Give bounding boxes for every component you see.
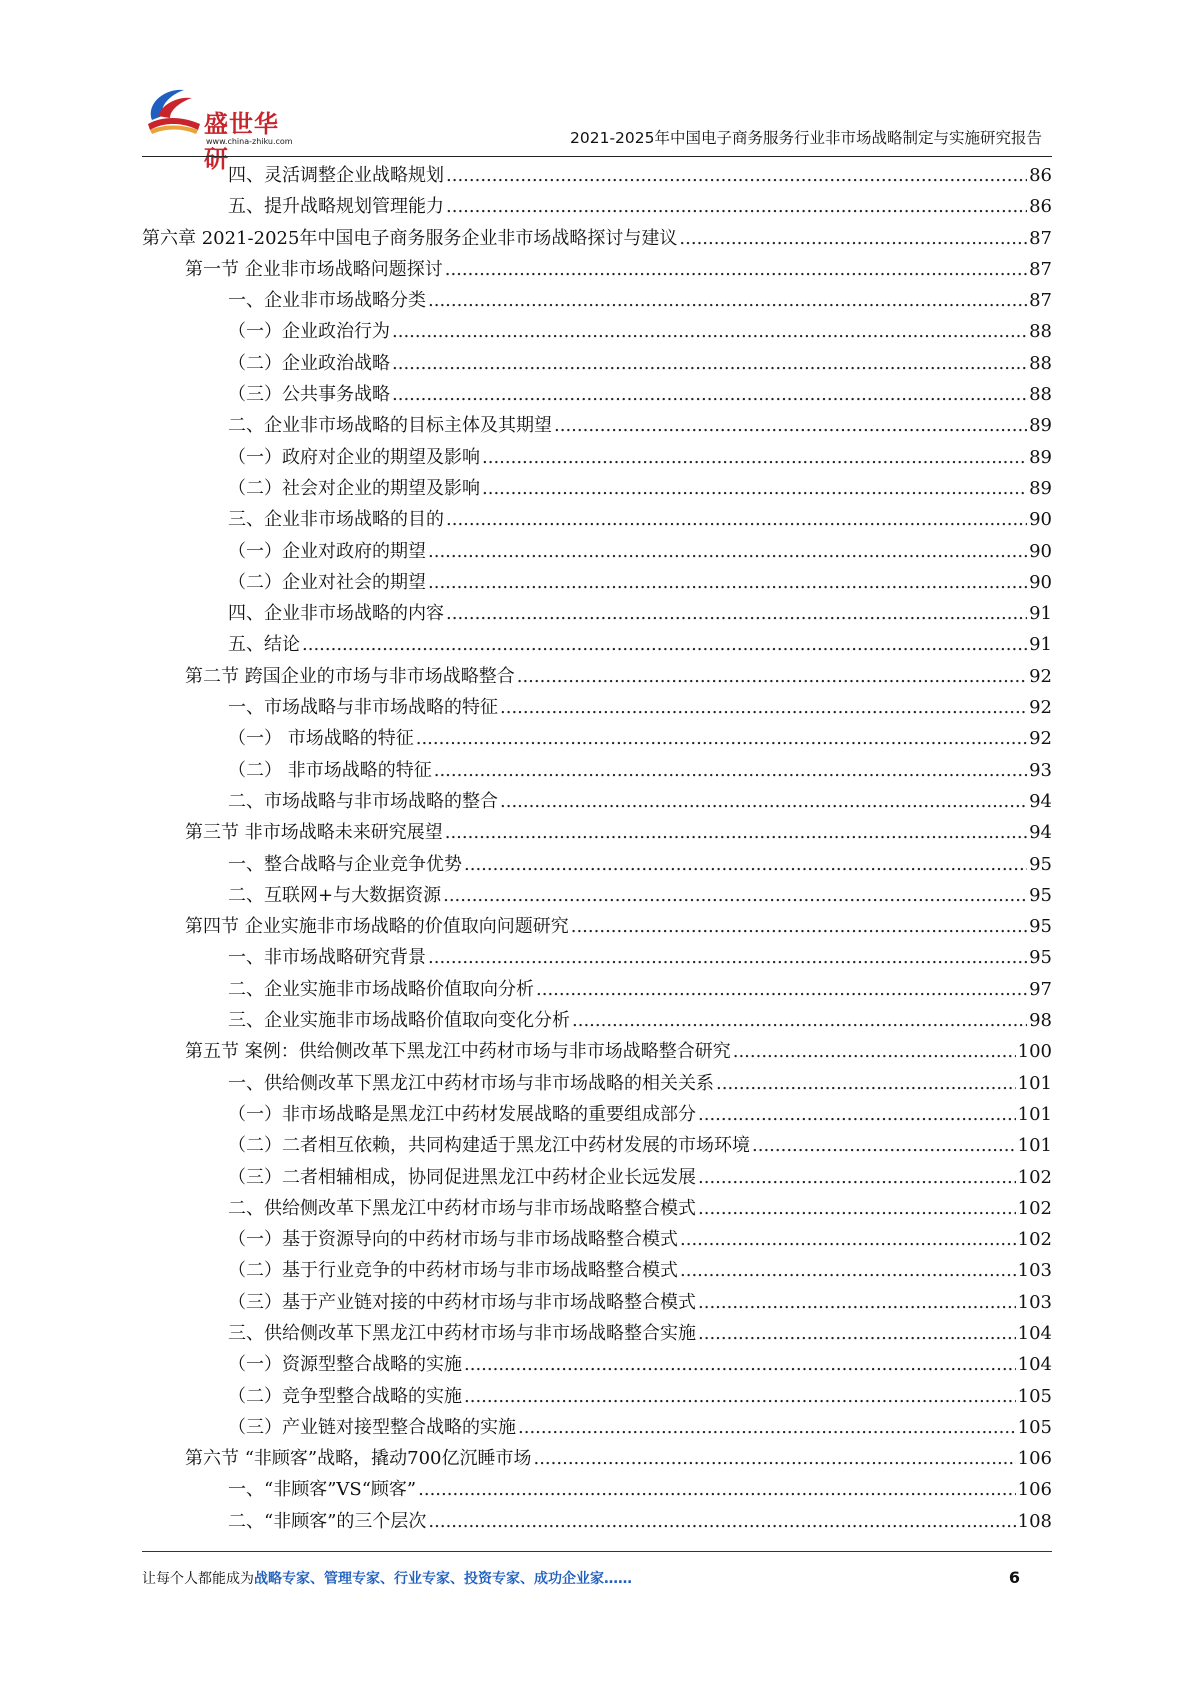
toc-entry-title: （三）公共事务战略 (228, 384, 390, 406)
toc-entry[interactable] (142, 1005, 1052, 1036)
toc-entry[interactable] (142, 942, 1052, 973)
toc-entry[interactable] (142, 1412, 1052, 1443)
toc-entry-title: （二）基于行业竞争的中药材市场与非市场战略整合模式 (228, 1260, 678, 1282)
toc-entry-title: 三、企业实施非市场战略价值取向变化分析 (228, 1010, 570, 1032)
toc-entry-title: （三）基于产业链对接的中药材市场与非市场战略整合模式 (228, 1291, 696, 1313)
toc-entry-title: 第四节 企业实施非市场战略的价值取向问题研究 (185, 916, 569, 938)
toc-dot-leader (733, 1036, 1016, 1067)
toc-dot-leader (680, 1255, 1016, 1286)
toc-dot-leader (392, 316, 1027, 347)
toc-entry-title: 第二节 跨国企业的市场与非市场战略整合 (185, 665, 515, 687)
toc-entry-title: 第六节 “非顾客”战略，撬动700亿沉睡市场 (185, 1448, 532, 1470)
toc-entry-page: 106 (1017, 1448, 1052, 1470)
toc-dot-leader (392, 348, 1027, 379)
toc-entry-page: 86 (1029, 165, 1052, 186)
toc-dot-leader (698, 1287, 1016, 1318)
toc-entry-page: 102 (1017, 1166, 1052, 1188)
toc-dot-leader (482, 473, 1027, 504)
toc-dot-leader (464, 1381, 1016, 1412)
toc-entry-page: 94 (1029, 790, 1052, 812)
toc-entry[interactable] (142, 692, 1052, 723)
toc-dot-leader (446, 598, 1027, 629)
logo-name: 盛世华研 (204, 110, 279, 173)
toc-entry[interactable] (142, 536, 1052, 567)
toc-entry-title: 二、互联网+与大数据资源 (228, 884, 442, 906)
toc-dot-leader (698, 1318, 1016, 1349)
toc-entry-title: （一）企业对政府的期望 (228, 540, 426, 562)
report-title: 2021-2025年中国电子商务服务行业非市场战略制定与实施研究报告 (570, 129, 1042, 147)
toc-entry[interactable] (142, 786, 1052, 817)
toc-entry-page: 90 (1029, 571, 1052, 593)
toc-entry-page: 90 (1029, 540, 1052, 562)
toc-dot-leader (698, 1193, 1016, 1224)
toc-entry-title: （一）非市场战略是黑龙江中药材发展战略的重要组成部分 (228, 1103, 696, 1125)
toc-entry-page: 88 (1029, 352, 1052, 374)
toc-dot-leader (446, 160, 1027, 191)
toc-entry-page: 95 (1029, 916, 1052, 938)
toc-entry[interactable] (142, 974, 1052, 1005)
toc-dot-leader (428, 567, 1027, 598)
toc-entry[interactable] (142, 598, 1052, 629)
toc-entry-title: 三、供给侧改革下黑龙江中药材市场与非市场战略整合实施 (228, 1322, 696, 1344)
toc-dot-leader (752, 1130, 1016, 1161)
toc-dot-leader (428, 942, 1027, 973)
toc-dot-leader (518, 1412, 1016, 1443)
toc-entry-page: 91 (1029, 603, 1052, 625)
toc-entry-title: 二、供给侧改革下黑龙江中药材市场与非市场战略整合模式 (228, 1197, 696, 1219)
toc-entry-title: 五、结论 (228, 634, 300, 656)
toc-entry[interactable] (142, 629, 1052, 660)
toc-entry-title: 一、整合战略与企业竞争优势 (228, 853, 462, 875)
footer-divider (142, 1551, 1052, 1552)
toc-entry-page: 95 (1029, 947, 1052, 969)
toc-entry[interactable] (142, 1443, 1052, 1474)
toc-dot-leader (445, 817, 1027, 848)
toc-entry-title: （一） 市场战略的特征 (228, 728, 414, 750)
toc-entry-title: 二、“非顾客”的三个层次 (228, 1510, 427, 1532)
toc-entry-page: 103 (1017, 1291, 1052, 1313)
toc-dot-leader (434, 755, 1027, 786)
toc-entry-title: （二）二者相互依赖，共同构建适于黑龙江中药材发展的市场环境 (228, 1135, 750, 1157)
toc-entry[interactable] (142, 880, 1052, 911)
toc-dot-leader (536, 974, 1027, 1005)
toc-dot-leader (698, 1099, 1016, 1130)
toc-entry[interactable] (142, 1474, 1052, 1505)
toc-entry-page: 101 (1017, 1072, 1052, 1094)
toc-entry[interactable] (142, 817, 1052, 848)
toc-dot-leader (428, 1506, 1015, 1537)
toc-entry-page: 104 (1017, 1354, 1052, 1376)
header-divider (142, 156, 1052, 157)
toc-entry-title: （一）资源型整合战略的实施 (228, 1354, 462, 1376)
toc-entry-page: 102 (1017, 1197, 1052, 1219)
toc-entry-page: 90 (1029, 509, 1052, 531)
toc-entry-page: 104 (1017, 1322, 1052, 1344)
toc-entry-title: 第三节 非市场战略未来研究展望 (185, 822, 443, 844)
table-of-contents (142, 160, 1052, 1537)
toc-entry-page: 98 (1029, 1010, 1052, 1032)
toc-entry-page: 95 (1029, 884, 1052, 906)
toc-dot-leader (554, 410, 1027, 441)
toc-entry[interactable] (142, 379, 1052, 410)
toc-entry-page: 102 (1017, 1229, 1052, 1251)
page-number: 6 (1008, 1568, 1020, 1587)
toc-entry-title: （一）基于资源导向的中药材市场与非市场战略整合模式 (228, 1229, 678, 1251)
toc-entry-title: 一、企业非市场战略分类 (228, 290, 426, 312)
toc-entry[interactable] (142, 1255, 1052, 1286)
toc-dot-leader (716, 1068, 1016, 1099)
toc-dot-leader (680, 1224, 1016, 1255)
toc-entry-page: 95 (1029, 853, 1052, 875)
toc-entry-title: （三）产业链对接型整合战略的实施 (228, 1416, 516, 1438)
toc-dot-leader (572, 1005, 1027, 1036)
toc-dot-leader (428, 285, 1027, 316)
toc-entry-page: 97 (1029, 978, 1052, 1000)
toc-entry[interactable] (142, 316, 1052, 347)
toc-dot-leader (517, 661, 1027, 692)
toc-dot-leader (443, 880, 1027, 911)
toc-entry-title: 一、供给侧改革下黑龙江中药材市场与非市场战略的相关关系 (228, 1072, 714, 1094)
toc-entry-page: 106 (1017, 1479, 1052, 1501)
toc-dot-leader (533, 1443, 1015, 1474)
toc-entry[interactable] (142, 849, 1052, 880)
toc-entry-page: 108 (1017, 1510, 1052, 1532)
toc-dot-leader (679, 223, 1027, 254)
toc-entry[interactable] (142, 191, 1052, 222)
toc-dot-leader (416, 723, 1027, 754)
footer-slogan-lead: 让每个人都能成为 (142, 1571, 254, 1587)
toc-entry-title: （二）企业政治战略 (228, 352, 390, 374)
toc-entry[interactable] (142, 504, 1052, 535)
toc-entry-page: 100 (1017, 1041, 1052, 1063)
toc-entry-title: （一）政府对企业的期望及影响 (228, 446, 480, 468)
toc-entry-page: 88 (1029, 321, 1052, 343)
toc-entry-page: 101 (1017, 1135, 1052, 1157)
toc-dot-leader (482, 442, 1027, 473)
toc-entry[interactable] (142, 285, 1052, 316)
toc-entry[interactable] (142, 1349, 1052, 1380)
toc-entry-title: （一）企业政治行为 (228, 321, 390, 343)
toc-entry-title: （三）二者相辅相成，协同促进黑龙江中药材企业长远发展 (228, 1166, 696, 1188)
toc-entry-page: 93 (1029, 759, 1052, 781)
toc-entry-title: 二、企业非市场战略的目标主体及其期望 (228, 415, 552, 437)
toc-entry-page: 105 (1017, 1385, 1052, 1407)
toc-entry[interactable] (142, 442, 1052, 473)
toc-dot-leader (464, 1349, 1016, 1380)
toc-entry[interactable] (142, 661, 1052, 692)
toc-entry-page: 89 (1029, 446, 1052, 468)
toc-entry[interactable] (142, 1193, 1052, 1224)
toc-dot-leader (500, 786, 1027, 817)
toc-entry-page: 87 (1029, 290, 1052, 312)
toc-dot-leader (418, 1474, 1016, 1505)
toc-entry-page: 92 (1029, 697, 1052, 719)
logo-emblem-icon (142, 82, 206, 144)
toc-dot-leader (500, 692, 1027, 723)
toc-entry-title: 一、“非顾客”VS“顾客” (228, 1479, 417, 1501)
toc-dot-leader (571, 911, 1027, 942)
toc-entry-title: 四、灵活调整企业战略规划 (228, 165, 444, 186)
toc-dot-leader (392, 379, 1027, 410)
toc-entry-title: （二）企业对社会的期望 (228, 571, 426, 593)
toc-dot-leader (698, 1162, 1016, 1193)
toc-entry[interactable] (142, 1162, 1052, 1193)
toc-entry-page: 89 (1029, 477, 1052, 499)
page-footer (142, 1568, 1052, 1592)
footer-slogan-highlight: 战略专家、管理专家、行业专家、投资专家、成功企业家…… (254, 1571, 632, 1587)
toc-entry[interactable] (142, 410, 1052, 441)
logo-url: www.china-zhiku.com (206, 137, 293, 146)
toc-entry-title: （二） 非市场战略的特征 (228, 759, 432, 781)
toc-entry-page: 86 (1029, 196, 1052, 218)
toc-entry[interactable] (142, 1068, 1052, 1099)
toc-entry[interactable] (142, 755, 1052, 786)
toc-entry-title: 第五节 案例：供给侧改革下黑龙江中药材市场与非市场战略整合研究 (185, 1041, 731, 1063)
toc-entry[interactable] (142, 911, 1052, 942)
toc-entry[interactable] (142, 1099, 1052, 1130)
toc-entry-title: 一、市场战略与非市场战略的特征 (228, 697, 498, 719)
toc-entry-page: 94 (1029, 822, 1052, 844)
toc-entry-page: 87 (1029, 258, 1052, 280)
toc-entry-page: 87 (1029, 227, 1052, 249)
toc-entry[interactable] (142, 567, 1052, 598)
toc-entry-title: 一、非市场战略研究背景 (228, 947, 426, 969)
toc-entry-page: 101 (1017, 1103, 1052, 1125)
toc-entry[interactable] (142, 348, 1052, 379)
toc-entry-page: 91 (1029, 634, 1052, 656)
toc-entry[interactable] (142, 723, 1052, 754)
toc-entry-title: 三、企业非市场战略的目的 (228, 509, 444, 531)
toc-entry-title: 五、提升战略规划管理能力 (228, 196, 444, 218)
toc-dot-leader (446, 191, 1027, 222)
toc-entry-title: 二、市场战略与非市场战略的整合 (228, 790, 498, 812)
toc-dot-leader (428, 536, 1027, 567)
toc-entry-page: 105 (1017, 1416, 1052, 1438)
toc-entry[interactable] (142, 1381, 1052, 1412)
company-logo (142, 82, 302, 173)
toc-entry[interactable] (142, 254, 1052, 285)
toc-entry[interactable] (142, 1036, 1052, 1067)
toc-entry-title: 四、企业非市场战略的内容 (228, 603, 444, 625)
toc-entry[interactable] (142, 473, 1052, 504)
toc-entry[interactable] (142, 1318, 1052, 1349)
toc-entry-page: 92 (1029, 728, 1052, 750)
page-header (142, 78, 1052, 173)
toc-entry-title: 第一节 企业非市场战略问题探讨 (185, 258, 443, 280)
toc-entry[interactable] (142, 1224, 1052, 1255)
toc-entry[interactable] (142, 1130, 1052, 1161)
toc-entry-title: 二、企业实施非市场战略价值取向分析 (228, 978, 534, 1000)
toc-dot-leader (464, 849, 1027, 880)
toc-dot-leader (446, 504, 1027, 535)
toc-entry-title: （二）竞争型整合战略的实施 (228, 1385, 462, 1407)
toc-dot-leader (302, 629, 1027, 660)
toc-entry[interactable] (142, 1506, 1052, 1537)
toc-entry-title: （二）社会对企业的期望及影响 (228, 477, 480, 499)
toc-entry-page: 89 (1029, 415, 1052, 437)
toc-entry[interactable] (142, 1287, 1052, 1318)
toc-entry-page: 92 (1029, 665, 1052, 687)
toc-entry-page: 88 (1029, 384, 1052, 406)
toc-entry[interactable] (142, 160, 1052, 191)
toc-entry[interactable] (142, 223, 1052, 254)
toc-dot-leader (445, 254, 1027, 285)
toc-entry-page: 103 (1017, 1260, 1052, 1282)
toc-entry-title: 第六章 2021-2025年中国电子商务服务企业非市场战略探讨与建议 (142, 227, 678, 249)
